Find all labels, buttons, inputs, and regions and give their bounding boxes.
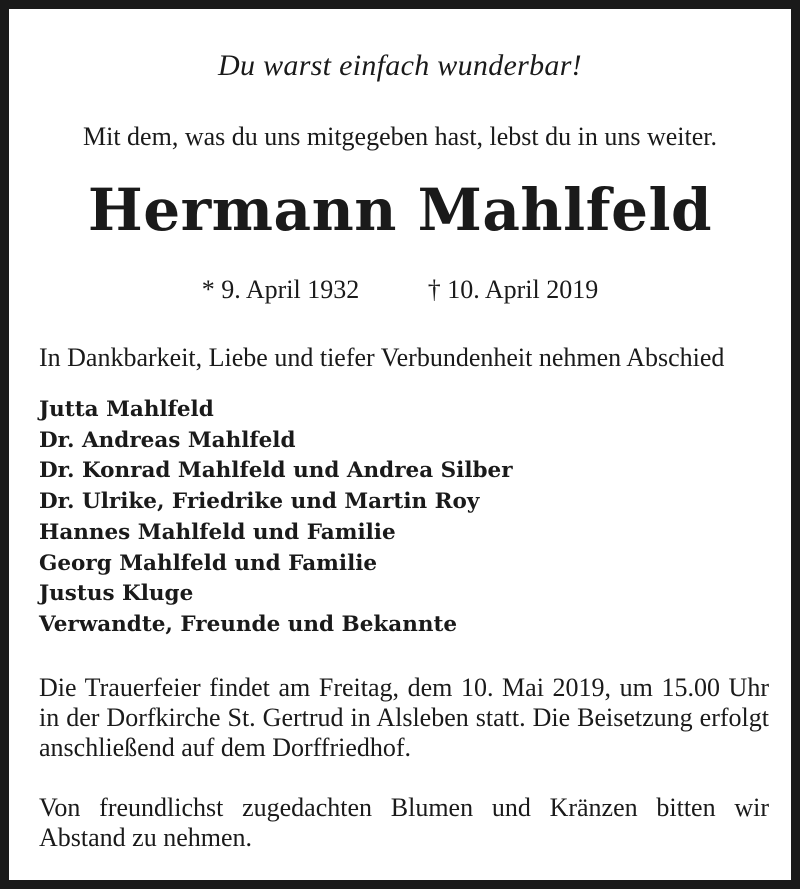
mourner-entry: Dr. Ulrike, Friedrike und Martin Roy	[39, 489, 480, 515]
deceased-name: Hermann Mahlfeld	[87, 176, 713, 244]
subtitle-line: Mit dem, was du uns mitgegeben hast, lebst du in uns weiter.	[82, 122, 718, 151]
mourner-entry: Georg Mahlfeld und Familie	[39, 550, 378, 576]
death-date: † 10. April 2019	[427, 275, 599, 304]
service-details: Die Trauerfeier findet am Freitag, dem 10. Mai 2019, um 15.00 Uhr in der Dorfkirche St. Gertrud in Alsleben statt. Die Beisetzung erfolgt anschließend auf dem Dorffriedhof.	[39, 673, 769, 762]
life-dates	[9, 275, 791, 305]
mourner-entry: Dr. Andreas Mahlfeld	[39, 427, 296, 453]
motto-heading: Du warst einfach wunderbar!	[218, 49, 582, 82]
birth-date: * 9. April 1932	[201, 275, 360, 304]
mourners-list	[39, 395, 779, 641]
mourner-entry: Hannes Mahlfeld und Familie	[39, 519, 396, 545]
mourner-entry: Jutta Mahlfeld	[39, 397, 214, 422]
mourner-entry: Verwandte, Freunde und Bekannte	[39, 611, 458, 637]
mourner-entry: Dr. Konrad Mahlfeld und Andrea Silber	[39, 458, 513, 484]
mourner-entry: Justus Kluge	[39, 581, 194, 607]
flowers-request: Von freundlichst zugedachten Blumen und Kränzen bitten wir Abstand zu nehmen.	[39, 793, 769, 852]
intro-line: In Dankbarkeit, Liebe und tiefer Verbundenheit nehmen Abschied	[39, 343, 725, 372]
